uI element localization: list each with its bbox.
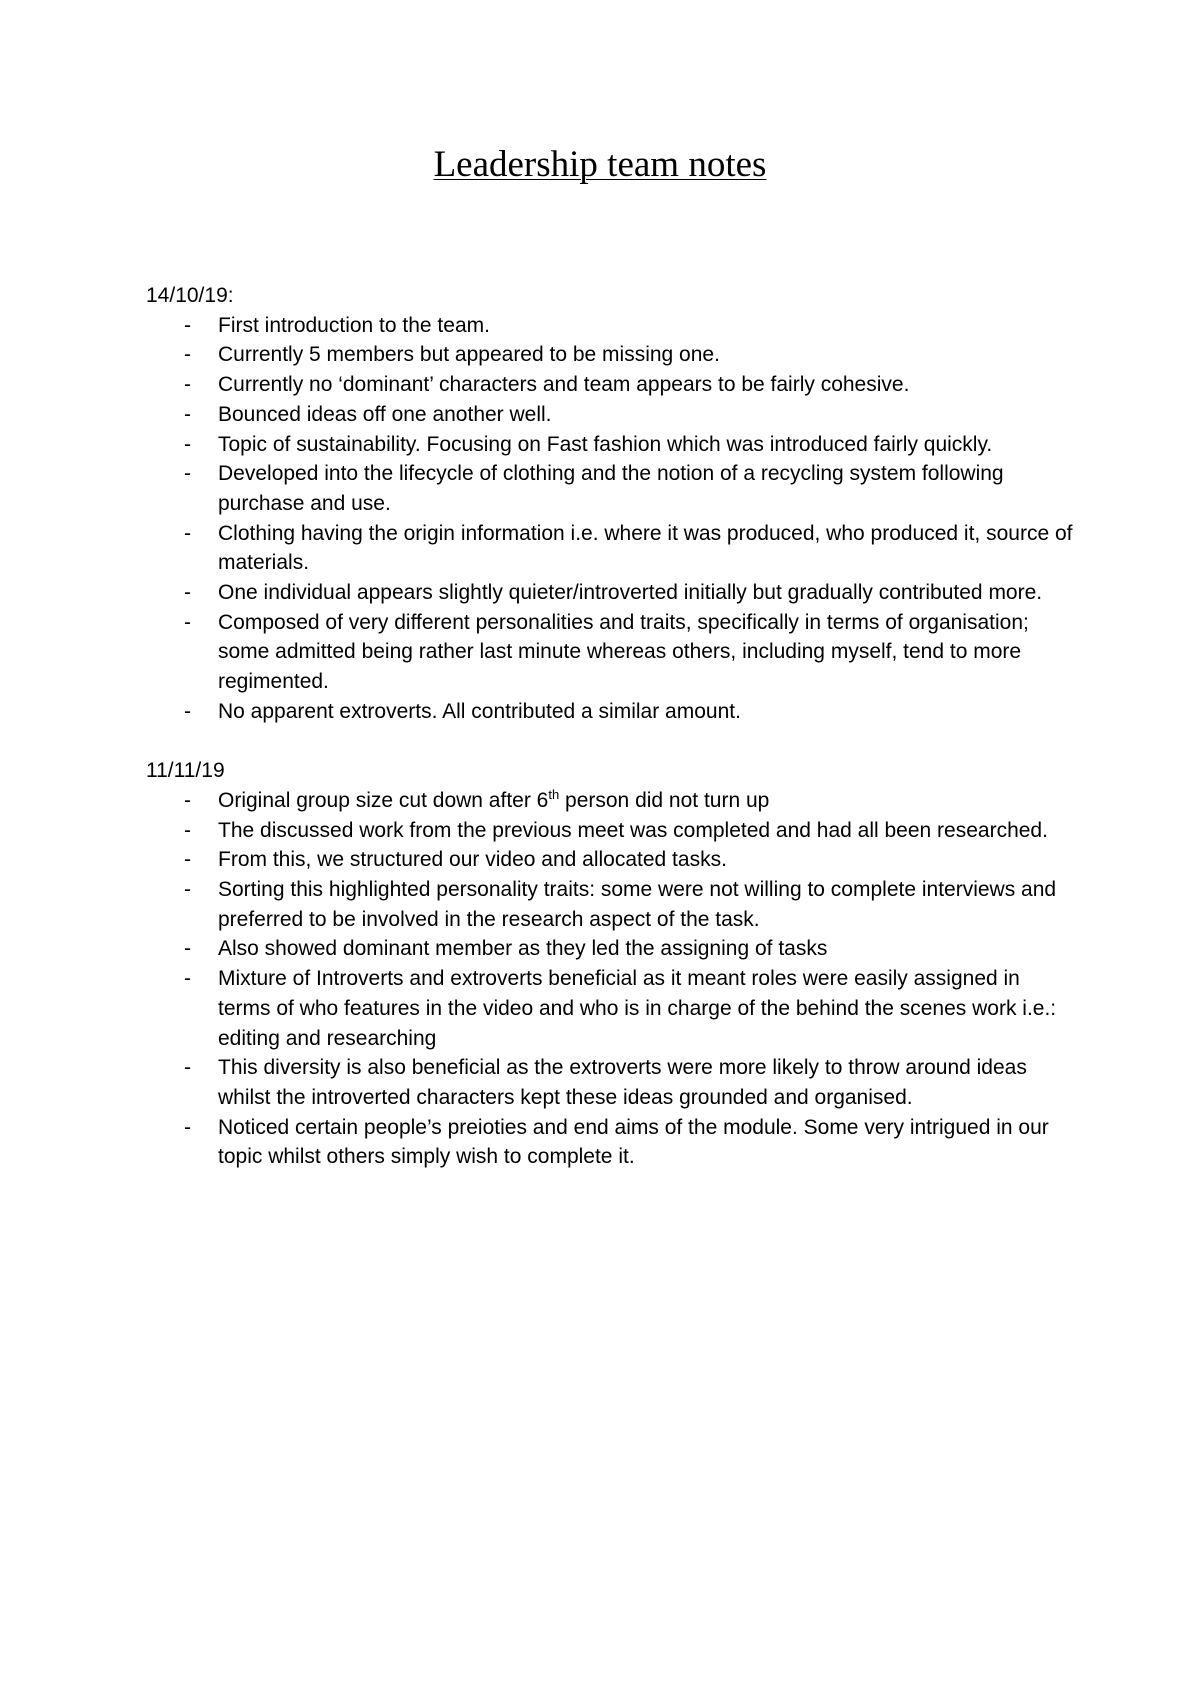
list-item-text: First introduction to the team.: [218, 313, 490, 337]
list-item-text: This diversity is also beneficial as the extroverts were more likely to throw around ideas whilst the introverted characters kept these ideas grounded and organised.: [218, 1056, 1027, 1109]
page-title: Leadership team notes: [433, 144, 767, 185]
list-item: [146, 1053, 1076, 1112]
list-item-text: Mixture of Introverts and extroverts beneficial as it meant roles were easily assigned in terms of who features in the video and who is in charge of the behind the scenes work i.e.: editing and researching: [218, 967, 1057, 1050]
list-item-text: No apparent extroverts. All contributed a similar amount.: [218, 699, 741, 723]
section-date: 14/10/19:: [146, 284, 234, 307]
list-item-text: person did not turn up: [559, 788, 770, 812]
dash-bullet-icon: -: [184, 521, 191, 545]
list-item-text: Noticed certain people’s preioties and end aims of the module. Some very intrigued in our topic whilst others simply wish to complete it.: [218, 1115, 1049, 1169]
note-section: [146, 281, 1076, 727]
list-item: [146, 816, 1076, 846]
list-item: [146, 370, 1076, 400]
list-item-text: Clothing having the origin information i.e. where it was produced, who produced it, source of materials.: [218, 521, 1073, 575]
dash-bullet-icon: -: [184, 610, 191, 634]
dash-bullet-icon: -: [184, 1115, 191, 1139]
list-item-text: Topic of sustainability. Focusing on Fast fashion which was introduced fairly quickly.: [218, 432, 993, 456]
dash-bullet-icon: -: [184, 967, 191, 991]
list-item: [146, 340, 1076, 370]
dash-bullet-icon: -: [184, 343, 191, 367]
dash-bullet-icon: -: [184, 462, 191, 486]
dash-bullet-icon: -: [184, 699, 191, 723]
list-item-text: Currently 5 members but appeared to be missing one.: [218, 343, 720, 367]
section-date: 11/11/19: [146, 759, 225, 783]
list-item: [146, 1113, 1076, 1172]
list-item: [146, 786, 1076, 816]
list-item: [146, 430, 1076, 460]
list-item: [146, 934, 1076, 964]
list-item-text: Also showed dominant member as they led the assigning of tasks: [218, 937, 828, 961]
notes-body: [146, 281, 1076, 1172]
dash-bullet-icon: -: [184, 878, 191, 902]
list-item: [146, 964, 1076, 1053]
list-item: [146, 311, 1076, 341]
dash-bullet-icon: -: [184, 818, 191, 842]
list-item-text: The discussed work from the previous meet was completed and had all been researched.: [218, 818, 1048, 842]
list-item-text: From this, we structured our video and allocated tasks.: [218, 848, 727, 872]
list-item: [146, 519, 1076, 578]
list-item-text: Sorting this highlighted personality traits: some were not willing to complete interviews and preferred to be involved in the research aspect of the task.: [218, 878, 1057, 931]
list-item: [146, 400, 1076, 430]
list-item: [146, 578, 1076, 608]
dash-bullet-icon: -: [184, 937, 191, 961]
dash-bullet-icon: -: [184, 313, 191, 337]
dash-bullet-icon: -: [184, 788, 191, 812]
list-item: [146, 459, 1076, 518]
list-item: [146, 697, 1076, 727]
list-item: [146, 845, 1076, 875]
dash-bullet-icon: -: [184, 581, 191, 605]
list-item: [146, 608, 1076, 697]
list-item: [146, 875, 1076, 934]
bullet-list: [146, 786, 1076, 1172]
note-section: [146, 756, 1076, 1172]
dash-bullet-icon: -: [184, 848, 191, 872]
list-item-text: Currently no ‘dominant’ characters and team appears to be fairly cohesive.: [218, 373, 910, 397]
dash-bullet-icon: -: [184, 373, 191, 397]
dash-bullet-icon: -: [184, 1056, 191, 1080]
dash-bullet-icon: -: [184, 432, 191, 456]
list-item-text: One individual appears slightly quieter/introverted initially but gradually contributed more.: [218, 581, 1043, 605]
list-item-text: Original group size cut down after 6: [218, 788, 549, 812]
ordinal-superscript: th: [548, 786, 560, 802]
list-item-text: Developed into the lifecycle of clothing and the notion of a recycling system following purchase and use.: [218, 462, 1004, 515]
dash-bullet-icon: -: [184, 402, 191, 426]
bullet-list: [146, 311, 1076, 727]
list-item-text: Bounced ideas off one another well.: [218, 402, 552, 426]
list-item-text: Composed of very different personalities and traits, specifically in terms of organisation; some admitted being rather last minute whereas others, including myself, tend to more regimented.: [218, 610, 1029, 694]
